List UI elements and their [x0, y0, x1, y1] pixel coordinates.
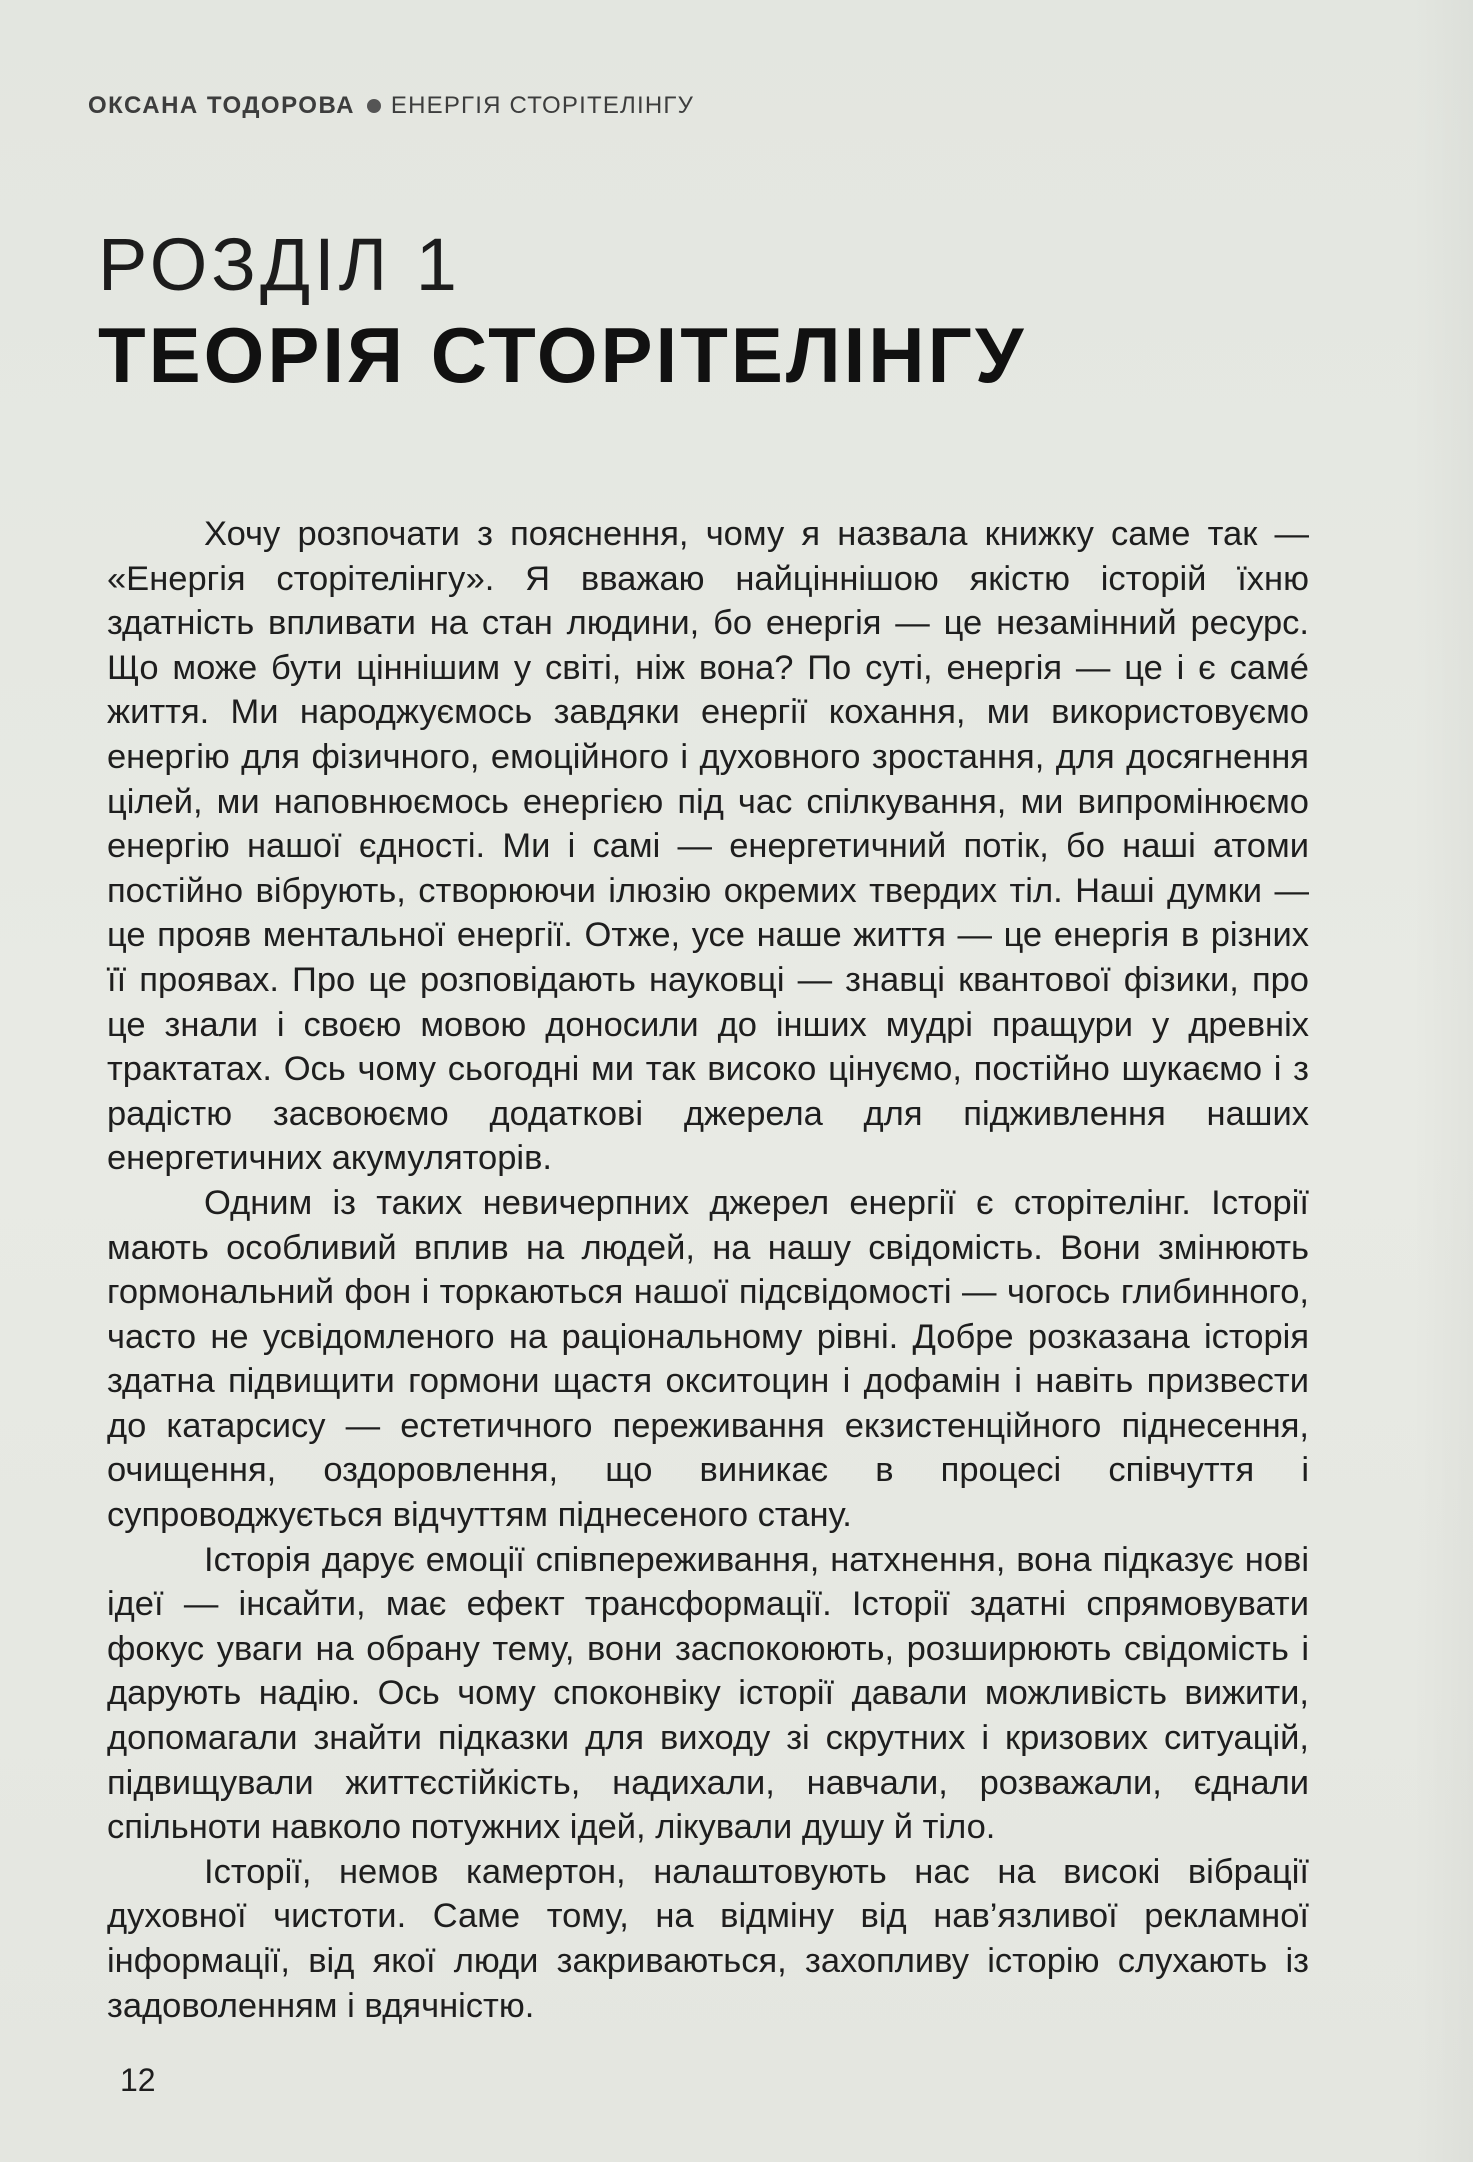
page-edge-shadow	[1413, 0, 1473, 2162]
separator-dot-icon	[367, 99, 381, 113]
paragraph: Історії, немов камертон, налаштовують нас на високі вібрації духовної чистоти. Саме тому, на відміну від нав’язливої рекламної інформації, від якої люди закриваються, захопливу історію слухають із задоволенням і вдячністю.	[107, 1852, 1309, 2025]
chapter-title: ТЕОРІЯ СТОРІТЕЛІНГУ	[98, 311, 1027, 399]
page-number: 12	[120, 2062, 156, 2098]
running-head	[88, 92, 694, 120]
running-head-author: ОКСАНА ТОДОРОВА	[88, 92, 355, 119]
body-text	[107, 512, 1309, 2028]
chapter-label: РОЗДІЛ 1	[98, 223, 461, 306]
paragraph: Хочу розпочати з пояснення, чому я назвала книжку саме так — «Енергія сторітелінгу». Я вважаю найціннішою якістю історій їхню здатність впливати на стан людини, бо енергія — це незамінний ресурс. Що може бути ціннішим у світі, ніж вона? По суті, енергія — це і є самé життя. Ми народжуємось завдяки енергії кохання, ми використовуємо енергію для фізичного, емоційного і духовного зростання, для досягнення цілей, ми наповнюємось енергією під час спілкування, ми випромінюємо енергію нашої єдності. Ми і самі — енергетичний потік, бо наші атоми постійно вібрують, створюючи ілюзію окремих твердих тіл. Наші думки — це прояв ментальної енергії. Отже, усе наше життя — це енергія в різних її проявах. Про це розповідають науковці — знавці квантової фізики, про це знали і своєю мовою доносили до інших мудрі пращури у древніх трактатах. Ось чому сьогодні ми так високо цінуємо, постійно шукаємо і з радістю засвоюємо додаткові джерела для підживлення наших енергетичних акумуляторів.	[107, 515, 1309, 1178]
paragraph: Історія дарує емоції співпереживання, натхнення, вона підказує нові ідеї — інсайти, має ефект трансформації. Історії здатні спрямовувати фокус уваги на обрану тему, вони заспокоюють, розширюють свідомість і дарують надію. Ось чому споконвіку історії давали можливість вижити, допомагали знайти підказки для виходу зі скрутних і кризових ситуацій, підвищували життєстійкість, надихали, навчали, розважали, єднали спільноти навколо потужних ідей, лікували душу й тіло.	[107, 1540, 1309, 1847]
paragraph: Одним із таких невичерпних джерел енергії є сторітелінг. Історії мають особливий вплив на людей, на нашу свідомість. Вони змінюють гормональний фон і торкаються нашої підсвідомості — чогось глибинного, часто не усвідомленого на раціональному рівні. Добре розказана історія здатна підвищити гормони щастя окситоцин і дофамін і навіть призвести до катарсису — естетичного переживання екзистенційного піднесення, очищення, оздоровлення, що виникає в процесі співчуття і супроводжується відчуттям піднесеного стану.	[107, 1183, 1309, 1535]
running-head-book-title: ЕНЕРГІЯ СТОРІТЕЛІНГУ	[390, 92, 695, 119]
